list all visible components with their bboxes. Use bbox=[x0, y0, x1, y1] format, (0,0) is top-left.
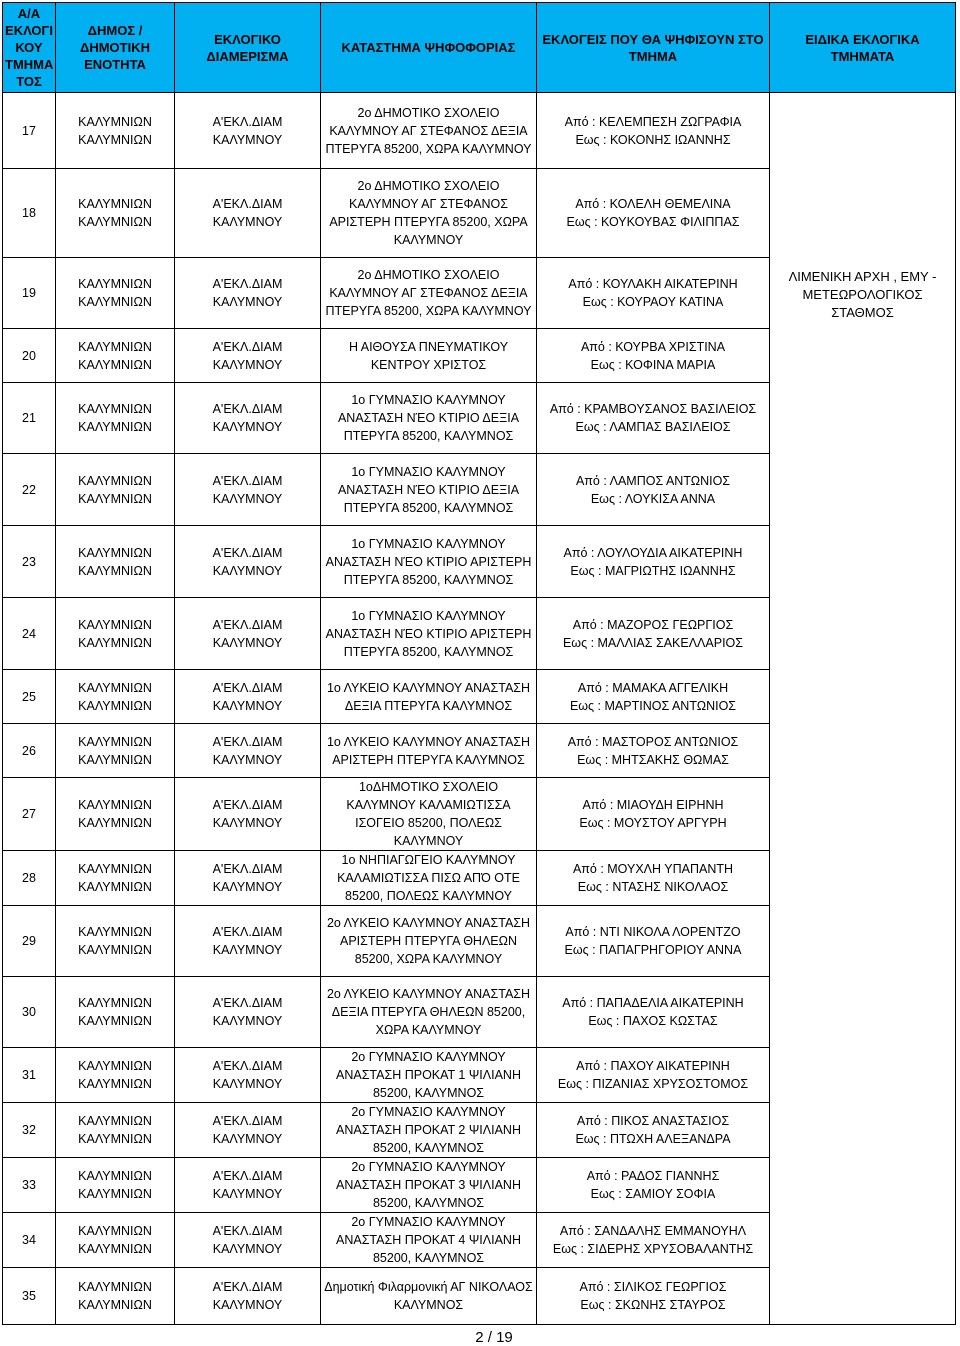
section-number: 33 bbox=[3, 1158, 56, 1213]
electoral-district: Α'ΕΚΛ.ΔΙΑΜ ΚΑΛΥΜΝΟΥ bbox=[175, 383, 321, 454]
electoral-district: Α'ΕΚΛ.ΔΙΑΜ ΚΑΛΥΜΝΟΥ bbox=[175, 1213, 321, 1268]
section-number: 25 bbox=[3, 670, 56, 724]
polling-station: 1οΔΗΜΟΤΙΚΟ ΣΧΟΛΕΙΟ ΚΑΛΥΜΝΟΥ ΚΑΛΑΜΙΩΤΙΣΣΑ ΙΣΟΓΕΙΟ 85200, ΠΟΛΕΩΣ ΚΑΛΥΜΝΟΥ bbox=[321, 778, 537, 851]
voters-range bbox=[537, 1213, 770, 1268]
electoral-district: Α'ΕΚΛ.ΔΙΑΜ ΚΑΛΥΜΝΟΥ bbox=[175, 1268, 321, 1325]
electoral-district: Α'ΕΚΛ.ΔΙΑΜ ΚΑΛΥΜΝΟΥ bbox=[175, 1048, 321, 1103]
electoral-district: Α'ΕΚΛ.ΔΙΑΜ ΚΑΛΥΜΝΟΥ bbox=[175, 977, 321, 1048]
voters-to: Εως : ΜΟΥΣΤΟΥ ΑΡΓΥΡΗ bbox=[579, 816, 727, 830]
polling-station: 2ο ΓΥΜΝΑΣΙΟ ΚΑΛΥΜΝΟΥ ΑΝΑΣΤΑΣΗ ΠΡΟΚΑΤ 4 ΨΙΛΙΑΝΗ 85200, ΚΑΛΥΜΝΟΣ bbox=[321, 1213, 537, 1268]
polling-station: 2ο ΛΥΚΕΙΟ ΚΑΛΥΜΝΟΥ ΑΝΑΣΤΑΣΗ ΑΡΙΣΤΕΡΗ ΠΤΕΡΥΓΑ ΘΗΛΕΩΝ 85200, ΧΩΡΑ ΚΑΛΥΜΝΟΥ bbox=[321, 906, 537, 977]
voters-range bbox=[537, 778, 770, 851]
voters-to: Εως : ΠΤΩΧΗ ΑΛΕΞΑΝΔΡΑ bbox=[575, 1132, 731, 1146]
header-section-number: Α/Α ΕΚΛΟΓΙ ΚΟΥ ΤΜΗΜΑ ΤΟΣ bbox=[3, 3, 56, 93]
voters-from: Από : ΣΙΛΙΚΟΣ ΓΕΩΡΓΙΟΣ bbox=[579, 1280, 727, 1294]
section-number: 31 bbox=[3, 1048, 56, 1103]
section-number: 21 bbox=[3, 383, 56, 454]
voters-range bbox=[537, 169, 770, 258]
voters-to: Εως : ΚΟΥΡΑΟΥ ΚΑΤΙΝΑ bbox=[582, 295, 724, 309]
voters-from: Από : ΜΑΣΤΟΡΟΣ ΑΝΤΩΝΙΟΣ bbox=[567, 734, 739, 749]
voters-from: Από : ΚΕΛΕΜΠΕΣΗ ΖΩΓΡΑΦΙΑ bbox=[564, 114, 742, 129]
table-row bbox=[3, 93, 956, 169]
municipality: ΚΑΛΥΜΝΙΩΝ ΚΑΛΥΜΝΙΩΝ bbox=[56, 598, 175, 670]
municipality: ΚΑΛΥΜΝΙΩΝ ΚΑΛΥΜΝΙΩΝ bbox=[56, 670, 175, 724]
electoral-district: Α'ΕΚΛ.ΔΙΑΜ ΚΑΛΥΜΝΟΥ bbox=[175, 93, 321, 169]
municipality: ΚΑΛΥΜΝΙΩΝ ΚΑΛΥΜΝΙΩΝ bbox=[56, 1048, 175, 1103]
polling-station: 2ο ΓΥΜΝΑΣΙΟ ΚΑΛΥΜΝΟΥ ΑΝΑΣΤΑΣΗ ΠΡΟΚΑΤ 2 ΨΙΛΙΑΝΗ 85200, ΚΑΛΥΜΝΟΣ bbox=[321, 1103, 537, 1158]
voters-to: Εως : ΚΟΚΟΝΗΣ ΙΩΑΝΝΗΣ bbox=[575, 132, 731, 147]
voters-range bbox=[537, 906, 770, 977]
polling-station: 1ο ΓΥΜΝΑΣΙΟ ΚΑΛΥΜΝΟΥ ΑΝΑΣΤΑΣΗ ΝΈΟ ΚΤΙΡΙΟ ΔΕΞΙΑ ΠΤΕΡΥΓΑ 85200, ΚΑΛΥΜΝΟΣ bbox=[321, 383, 537, 454]
voters-range bbox=[537, 258, 770, 329]
voters-from: Από : ΜΑΖΟΡΟΣ ΓΕΩΡΓΙΟΣ bbox=[572, 617, 734, 632]
polling-station: 2ο ΓΥΜΝΑΣΙΟ ΚΑΛΥΜΝΟΥ ΑΝΑΣΤΑΣΗ ΠΡΟΚΑΤ 3 ΨΙΛΙΑΝΗ 85200, ΚΑΛΥΜΝΟΣ bbox=[321, 1158, 537, 1213]
electoral-district: Α'ΕΚΛ.ΔΙΑΜ ΚΑΛΥΜΝΟΥ bbox=[175, 906, 321, 977]
voters-from: Από : ΜΟΥΧΛΗ ΥΠΑΠΑΝΤΗ bbox=[572, 862, 734, 876]
section-number: 23 bbox=[3, 526, 56, 598]
polling-station: 1ο ΝΗΠΙΑΓΩΓΕΙΟ ΚΑΛΥΜΝΟΥ ΚΑΛΑΜΙΩΤΙΣΣΑ ΠΙΣΩ ΑΠΌ ΟΤΕ 85200, ΠΟΛΕΩΣ ΚΑΛΥΜΝΟΥ bbox=[321, 851, 537, 906]
voters-range bbox=[537, 526, 770, 598]
voters-from: Από : ΠΑΧΟΥ ΑΙΚΑΤΕΡΙΝΗ bbox=[576, 1059, 730, 1073]
voters-from: Από : ΝΤΙ ΝΙΚΟΛΑ ΛΟΡΕΝΤΖΟ bbox=[565, 925, 741, 939]
header-special-sections: ΕΙΔΙΚΑ ΕΚΛΟΓΙΚΑ ΤΜΗΜΑΤΑ bbox=[770, 3, 956, 93]
municipality: ΚΑΛΥΜΝΙΩΝ ΚΑΛΥΜΝΙΩΝ bbox=[56, 329, 175, 383]
special-section: ΛΙΜΕΝΙΚΗ ΑΡΧΗ , ΕΜΥ - ΜΕΤΕΩΡΟΛΟΓΙΚΟΣ ΣΤΑΘΜΟΣ bbox=[770, 93, 956, 1325]
section-number: 34 bbox=[3, 1213, 56, 1268]
voters-range bbox=[537, 1158, 770, 1213]
voters-from: Από : ΣΑΝΔΑΛΗΣ ΕΜΜΑΝΟΥΗΛ bbox=[559, 1224, 747, 1238]
polling-station: 1ο ΓΥΜΝΑΣΙΟ ΚΑΛΥΜΝΟΥ ΑΝΑΣΤΑΣΗ ΝΈΟ ΚΤΙΡΙΟ ΑΡΙΣΤΕΡΗ ΠΤΕΡΥΓΑ 85200, ΚΑΛΥΜΝΟΣ bbox=[321, 526, 537, 598]
voters-from: Από : ΚΟΥΛΑΚΗ ΑΙΚΑΤΕΡΙΝΗ bbox=[568, 277, 738, 291]
section-number: 20 bbox=[3, 329, 56, 383]
voters-to: Εως : ΜΑΓΡΙΩΤΗΣ ΙΩΑΝΝΗΣ bbox=[570, 563, 736, 578]
polling-station: 1ο ΓΥΜΝΑΣΙΟ ΚΑΛΥΜΝΟΥ ΑΝΑΣΤΑΣΗ ΝΈΟ ΚΤΙΡΙΟ ΔΕΞΙΑ ΠΤΕΡΥΓΑ 85200, ΚΑΛΥΜΝΟΣ bbox=[321, 454, 537, 526]
municipality: ΚΑΛΥΜΝΙΩΝ ΚΑΛΥΜΝΙΩΝ bbox=[56, 169, 175, 258]
municipality: ΚΑΛΥΜΝΙΩΝ ΚΑΛΥΜΝΙΩΝ bbox=[56, 724, 175, 778]
voters-to: Εως : ΜΑΡΤΙΝΟΣ ΑΝΤΩΝΙΟΣ bbox=[569, 698, 737, 713]
voters-from: Από : ΜΙΑΟΥΔΗ ΕΙΡΗΝΗ bbox=[582, 798, 724, 812]
header-voters: ΕΚΛΟΓΕΙΣ ΠΟΥ ΘΑ ΨΗΦΙΣΟΥΝ ΣΤΟ ΤΜΗΜΑ bbox=[537, 3, 770, 93]
header-electoral-district: ΕΚΛΟΓΙΚΟ ΔΙΑΜΕΡΙΣΜΑ bbox=[175, 3, 321, 93]
voters-to: Εως : ΠΑΠΑΓΡΗΓΟΡΙΟΥ ΑΝΝΑ bbox=[564, 943, 742, 957]
municipality: ΚΑΛΥΜΝΙΩΝ ΚΑΛΥΜΝΙΩΝ bbox=[56, 977, 175, 1048]
voters-to: Εως : ΝΤΑΣΗΣ ΝΙΚΟΛΑΟΣ bbox=[577, 880, 729, 894]
voters-range bbox=[537, 598, 770, 670]
electoral-district: Α'ΕΚΛ.ΔΙΑΜ ΚΑΛΥΜΝΟΥ bbox=[175, 778, 321, 851]
section-number: 17 bbox=[3, 93, 56, 169]
electoral-district: Α'ΕΚΛ.ΔΙΑΜ ΚΑΛΥΜΝΟΥ bbox=[175, 454, 321, 526]
voters-from: Από : ΚΡΑΜΒΟΥΣΑΝΟΣ ΒΑΣΙΛΕΙΟΣ bbox=[549, 402, 757, 416]
voters-range bbox=[537, 93, 770, 169]
electoral-district: Α'ΕΚΛ.ΔΙΑΜ ΚΑΛΥΜΝΟΥ bbox=[175, 670, 321, 724]
voters-from: Από : ΠΙΚΟΣ ΑΝΑΣΤΑΣΙΟΣ bbox=[576, 1114, 730, 1128]
municipality: ΚΑΛΥΜΝΙΩΝ ΚΑΛΥΜΝΙΩΝ bbox=[56, 1268, 175, 1325]
polling-station: 2ο ΓΥΜΝΑΣΙΟ ΚΑΛΥΜΝΟΥ ΑΝΑΣΤΑΣΗ ΠΡΟΚΑΤ 1 ΨΙΛΙΑΝΗ 85200, ΚΑΛΥΜΝΟΣ bbox=[321, 1048, 537, 1103]
section-number: 26 bbox=[3, 724, 56, 778]
voters-range bbox=[537, 329, 770, 383]
polling-stations-table bbox=[2, 2, 956, 1325]
voters-to: Εως : ΣΚΩΝΗΣ ΣΤΑΥΡΟΣ bbox=[580, 1298, 726, 1312]
electoral-district: Α'ΕΚΛ.ΔΙΑΜ ΚΑΛΥΜΝΟΥ bbox=[175, 258, 321, 329]
municipality: ΚΑΛΥΜΝΙΩΝ ΚΑΛΥΜΝΙΩΝ bbox=[56, 778, 175, 851]
polling-station: Δημοτική Φιλαρμονική ΑΓ ΝΙΚΟΛΑΟΣ ΚΑΛΥΜΝΟΣ bbox=[321, 1268, 537, 1325]
electoral-district: Α'ΕΚΛ.ΔΙΑΜ ΚΑΛΥΜΝΟΥ bbox=[175, 724, 321, 778]
section-number: 27 bbox=[3, 778, 56, 851]
polling-station: 2ο ΔΗΜΟΤΙΚΟ ΣΧΟΛΕΙΟ ΚΑΛΥΜΝΟΥ ΑΓ ΣΤΕΦΑΝΟΣ ΔΕΞΙΑ ΠΤΕΡΥΓΑ 85200, ΧΩΡΑ ΚΑΛΥΜΝΟΥ bbox=[321, 93, 537, 169]
electoral-district: Α'ΕΚΛ.ΔΙΑΜ ΚΑΛΥΜΝΟΥ bbox=[175, 598, 321, 670]
voters-to: Εως : ΜΑΛΛΙΑΣ ΣΑΚΕΛΛΑΡΙΟΣ bbox=[562, 635, 744, 650]
voters-from: Από : ΛΟΥΛΟΥΔΙΑ ΑΙΚΑΤΕΡΙΝΗ bbox=[563, 545, 743, 560]
polling-station: 2ο ΔΗΜΟΤΙΚΟ ΣΧΟΛΕΙΟ ΚΑΛΥΜΝΟΥ ΑΓ ΣΤΕΦΑΝΟΣ ΔΕΞΙΑ ΠΤΕΡΥΓΑ 85200, ΧΩΡΑ ΚΑΛΥΜΝΟΥ bbox=[321, 258, 537, 329]
section-number: 29 bbox=[3, 906, 56, 977]
section-number: 30 bbox=[3, 977, 56, 1048]
municipality: ΚΑΛΥΜΝΙΩΝ ΚΑΛΥΜΝΙΩΝ bbox=[56, 526, 175, 598]
voters-to: Εως : ΛΑΜΠΑΣ ΒΑΣΙΛΕΙΟΣ bbox=[575, 420, 731, 434]
voters-from: Από : ΚΟΥΡΒΑ ΧΡΙΣΤΙΝΑ bbox=[580, 339, 726, 354]
voters-to: Εως : ΛΟΥΚΙΣΑ ΑΝΝΑ bbox=[590, 491, 716, 506]
municipality: ΚΑΛΥΜΝΙΩΝ ΚΑΛΥΜΝΙΩΝ bbox=[56, 1213, 175, 1268]
polling-station: 2ο ΔΗΜΟΤΙΚΟ ΣΧΟΛΕΙΟ ΚΑΛΥΜΝΟΥ ΑΓ ΣΤΕΦΑΝΟΣ ΑΡΙΣΤΕΡΗ ΠΤΕΡΥΓΑ 85200, ΧΩΡΑ ΚΑΛΥΜΝΟΥ bbox=[321, 169, 537, 258]
voters-range bbox=[537, 1048, 770, 1103]
voters-range bbox=[537, 851, 770, 906]
municipality: ΚΑΛΥΜΝΙΩΝ ΚΑΛΥΜΝΙΩΝ bbox=[56, 93, 175, 169]
municipality: ΚΑΛΥΜΝΙΩΝ ΚΑΛΥΜΝΙΩΝ bbox=[56, 1158, 175, 1213]
page-number: 2 / 19 bbox=[475, 1329, 513, 1346]
polling-station: 1ο ΛΥΚΕΙΟ ΚΑΛΥΜΝΟΥ ΑΝΑΣΤΑΣΗ ΔΕΞΙΑ ΠΤΕΡΥΓΑ ΚΑΛΥΜΝΟΣ bbox=[321, 670, 537, 724]
polling-station: 1ο ΛΥΚΕΙΟ ΚΑΛΥΜΝΟΥ ΑΝΑΣΤΑΣΗ ΑΡΙΣΤΕΡΗ ΠΤΕΡΥΓΑ ΚΑΛΥΜΝΟΣ bbox=[321, 724, 537, 778]
voters-range bbox=[537, 383, 770, 454]
voters-from: Από : ΡΑΔΟΣ ΓΙΑΝΝΗΣ bbox=[586, 1169, 720, 1183]
electoral-district: Α'ΕΚΛ.ΔΙΑΜ ΚΑΛΥΜΝΟΥ bbox=[175, 1103, 321, 1158]
municipality: ΚΑΛΥΜΝΙΩΝ ΚΑΛΥΜΝΙΩΝ bbox=[56, 851, 175, 906]
voters-range bbox=[537, 1268, 770, 1325]
section-number: 24 bbox=[3, 598, 56, 670]
voters-from: Από : ΚΟΛΕΛΗ ΘΕΜΕΛΙΝΑ bbox=[575, 197, 731, 211]
municipality: ΚΑΛΥΜΝΙΩΝ ΚΑΛΥΜΝΙΩΝ bbox=[56, 906, 175, 977]
municipality: ΚΑΛΥΜΝΙΩΝ ΚΑΛΥΜΝΙΩΝ bbox=[56, 1103, 175, 1158]
polling-station: Η ΑΙΘΟΥΣΑ ΠΝΕΥΜΑΤΙΚΟΥ ΚΕΝΤΡΟΥ ΧΡΙΣΤΟΣ bbox=[321, 329, 537, 383]
polling-station: 1ο ΓΥΜΝΑΣΙΟ ΚΑΛΥΜΝΟΥ ΑΝΑΣΤΑΣΗ ΝΈΟ ΚΤΙΡΙΟ ΑΡΙΣΤΕΡΗ ΠΤΕΡΥΓΑ 85200, ΚΑΛΥΜΝΟΣ bbox=[321, 598, 537, 670]
voters-to: Εως : ΠΙΖΑΝΙΑΣ ΧΡΥΣΟΣΤΟΜΟΣ bbox=[557, 1077, 749, 1091]
voters-range bbox=[537, 724, 770, 778]
section-number: 22 bbox=[3, 454, 56, 526]
voters-to: Εως : ΚΟΦΙΝΑ ΜΑΡΙΑ bbox=[590, 357, 716, 372]
municipality: ΚΑΛΥΜΝΙΩΝ ΚΑΛΥΜΝΙΩΝ bbox=[56, 383, 175, 454]
voters-to: Εως : ΜΗΤΣΑΚΗΣ ΘΩΜΑΣ bbox=[577, 752, 729, 767]
electoral-district: Α'ΕΚΛ.ΔΙΑΜ ΚΑΛΥΜΝΟΥ bbox=[175, 526, 321, 598]
voters-from: Από : ΛΑΜΠΟΣ ΑΝΤΩΝΙΟΣ bbox=[575, 473, 731, 488]
voters-range bbox=[537, 1103, 770, 1158]
voters-from: Από : ΜΑΜΑΚΑ ΑΓΓΕΛΙΚΗ bbox=[577, 680, 729, 695]
header-row bbox=[3, 3, 956, 93]
electoral-district: Α'ΕΚΛ.ΔΙΑΜ ΚΑΛΥΜΝΟΥ bbox=[175, 1158, 321, 1213]
table-body bbox=[3, 93, 956, 1325]
voters-to: Εως : ΠΑΧΟΣ ΚΩΣΤΑΣ bbox=[588, 1014, 718, 1028]
voters-to: Εως : ΚΟΥΚΟΥΒΑΣ ΦΙΛΙΠΠΑΣ bbox=[566, 215, 740, 229]
header-municipality: ΔΗΜΟΣ / ΔΗΜΟΤΙΚΗ ΕΝΟΤΗΤΑ bbox=[56, 3, 175, 93]
voters-range bbox=[537, 977, 770, 1048]
voters-from: Από : ΠΑΠΑΔΕΛΙΑ ΑΙΚΑΤΕΡΙΝΗ bbox=[562, 996, 744, 1010]
section-number: 32 bbox=[3, 1103, 56, 1158]
electoral-district: Α'ΕΚΛ.ΔΙΑΜ ΚΑΛΥΜΝΟΥ bbox=[175, 329, 321, 383]
section-number: 18 bbox=[3, 169, 56, 258]
section-number: 35 bbox=[3, 1268, 56, 1325]
section-number: 28 bbox=[3, 851, 56, 906]
municipality: ΚΑΛΥΜΝΙΩΝ ΚΑΛΥΜΝΙΩΝ bbox=[56, 454, 175, 526]
voters-to: Εως : ΣΙΔΕΡΗΣ ΧΡΥΣΟΒΑΛΑΝΤΗΣ bbox=[552, 1242, 754, 1256]
voters-to: Εως : ΣΑΜΙΟΥ ΣΟΦΙΑ bbox=[590, 1187, 716, 1201]
section-number: 19 bbox=[3, 258, 56, 329]
municipality: ΚΑΛΥΜΝΙΩΝ ΚΑΛΥΜΝΙΩΝ bbox=[56, 258, 175, 329]
voters-range bbox=[537, 454, 770, 526]
voters-range bbox=[537, 670, 770, 724]
polling-station: 2ο ΛΥΚΕΙΟ ΚΑΛΥΜΝΟΥ ΑΝΑΣΤΑΣΗ ΔΕΞΙΑ ΠΤΕΡΥΓΑ ΘΗΛΕΩΝ 85200, ΧΩΡΑ ΚΑΛΥΜΝΟΥ bbox=[321, 977, 537, 1048]
electoral-district: Α'ΕΚΛ.ΔΙΑΜ ΚΑΛΥΜΝΟΥ bbox=[175, 851, 321, 906]
header-polling-station: ΚΑΤΑΣΤΗΜΑ ΨΗΦΟΦΟΡΙΑΣ bbox=[321, 3, 537, 93]
electoral-district: Α'ΕΚΛ.ΔΙΑΜ ΚΑΛΥΜΝΟΥ bbox=[175, 169, 321, 258]
